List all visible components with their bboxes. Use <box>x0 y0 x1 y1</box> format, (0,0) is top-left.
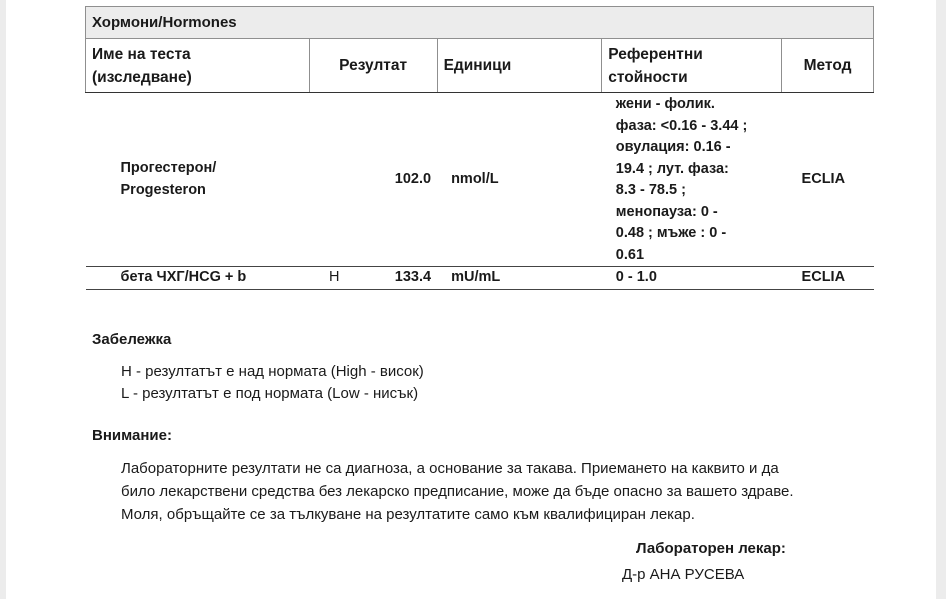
test-name-cell <box>86 93 310 267</box>
result-value: 102.0 <box>394 170 432 187</box>
warning-line: Моля, обръщайте се за тълкуване на резултатите само към квалифициран лекар. <box>121 506 695 523</box>
section-title: Хормони/Hormones <box>86 7 874 39</box>
warning-title: Внимание: <box>92 427 172 444</box>
result-flag <box>309 169 359 191</box>
reference-line: жени - фолик. <box>615 96 715 112</box>
column-header-result: Резултат <box>309 39 437 93</box>
reference-line: 0.61 <box>615 246 645 263</box>
column-header-test-name-line1: Име на теста <box>92 45 191 63</box>
column-header-reference-line1: Референтни <box>608 45 703 63</box>
warning-line: Лабораторните резултати не са диагноза, а основание за такава. Приемането на каквито и да <box>121 460 779 477</box>
column-header-units: Единици <box>437 39 602 93</box>
column-header-reference-line2: стойности <box>608 68 688 86</box>
result-flag: H <box>328 269 340 286</box>
note-title: Забележка <box>92 331 172 348</box>
table-row-progesterone <box>86 93 874 267</box>
reference-line: овулация: 0.16 - <box>615 139 731 155</box>
note-lines <box>121 361 424 405</box>
test-name-line: Прогестерон/ <box>120 160 217 176</box>
warning-text <box>121 457 901 526</box>
result-cell <box>309 267 437 290</box>
method-cell: ECLIA <box>801 170 846 187</box>
section-header-row <box>86 7 874 39</box>
reference-line: 19.4 ; лут. фаза: <box>615 160 729 177</box>
reference-cell: 0 - 1.0 <box>602 267 782 290</box>
reference-line: 8.3 - 78.5 ; <box>615 182 686 198</box>
reference-line: 0.48 ; мъже : 0 - <box>615 225 727 241</box>
reference-line: фаза: <0.16 - 3.44 ; <box>615 117 748 134</box>
test-name-cell: бета ЧХГ/HCG + b <box>86 267 310 290</box>
reference-line: менопауза: 0 - <box>615 203 718 220</box>
report-page <box>6 0 936 599</box>
note-line-high: H - резултатът е над нормата (High - висок) <box>121 363 424 380</box>
column-header-test-name <box>86 39 310 93</box>
column-header-method: Метод <box>782 39 874 93</box>
column-header-test-name-line2: (изследване) <box>92 68 192 86</box>
table-row-hcg <box>86 267 874 290</box>
warning-line: било лекарствени средства без лекарско предписание, може да бъде опасно за вашето здраве. <box>121 483 794 500</box>
column-header-row <box>86 39 874 93</box>
units-cell: nmol/L <box>451 170 499 187</box>
units-cell: mU/mL <box>437 267 602 290</box>
signature-name: Д-р АНА РУСЕВА <box>622 566 745 583</box>
note-line-low: L - резултатът е под нормата (Low - нисък) <box>121 385 419 402</box>
method-cell: ECLIA <box>782 267 874 290</box>
signature-title: Лабораторен лекар: <box>636 540 786 557</box>
reference-cell <box>602 93 782 267</box>
result-cell <box>309 93 437 267</box>
results-table <box>85 6 874 290</box>
result-value: 133.4 <box>394 269 432 286</box>
column-header-reference <box>602 39 782 93</box>
test-name-line: Progesteron <box>120 181 206 198</box>
